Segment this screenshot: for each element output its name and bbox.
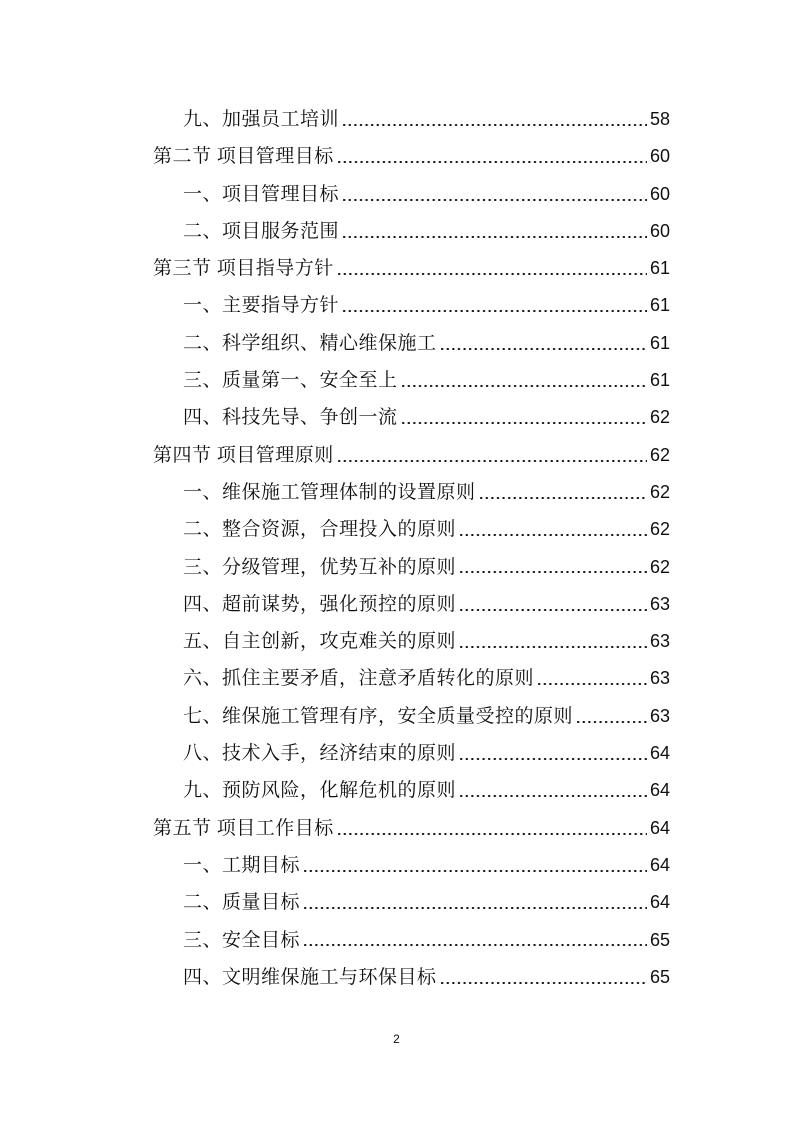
dot-leader	[460, 623, 647, 660]
dot-leader	[343, 287, 647, 324]
toc-entry[interactable]	[153, 884, 670, 921]
dot-leader	[402, 362, 647, 399]
dot-leader	[338, 437, 647, 474]
dot-leader	[338, 138, 647, 175]
toc-entry-page-number: 60	[649, 146, 670, 167]
page-number: 2	[393, 1032, 400, 1046]
dot-leader	[304, 847, 647, 884]
toc-entry-page-number: 62	[649, 444, 670, 465]
toc-entry[interactable]	[153, 623, 670, 660]
toc-entry-label: 一、工期目标	[183, 854, 301, 876]
dot-leader	[343, 101, 647, 138]
toc-entry[interactable]	[153, 362, 670, 399]
toc-entry[interactable]	[153, 847, 670, 884]
dot-leader	[343, 213, 647, 250]
dot-leader	[441, 325, 647, 362]
toc-entry-label: 二、质量目标	[183, 892, 301, 914]
toc-entry[interactable]	[153, 549, 670, 586]
toc-entry-page-number: 64	[649, 743, 670, 764]
toc-entry[interactable]	[153, 922, 670, 959]
toc-entry-page-number: 63	[649, 705, 670, 726]
toc-entry[interactable]	[153, 735, 670, 772]
toc-entry-label: 九、加强员工培训	[183, 109, 340, 130]
toc-entry[interactable]	[153, 399, 670, 436]
toc-entry-label: 二、项目服务范围	[183, 220, 340, 242]
dot-leader	[577, 698, 647, 735]
toc-entry-label: 第五节 项目工作目标	[153, 817, 334, 839]
toc-entry-page-number: 60	[649, 183, 670, 204]
toc-entry-page-number: 63	[649, 593, 670, 614]
dot-leader	[338, 250, 647, 287]
toc-entry-page-number: 60	[649, 220, 670, 241]
dot-leader	[304, 922, 647, 959]
toc-entry-label: 二、科学组织、精心维保施工	[183, 332, 437, 354]
toc-entry-label: 一、主要指导方针	[183, 295, 340, 317]
toc-entry[interactable]	[153, 325, 670, 362]
toc-entry[interactable]	[153, 586, 670, 623]
toc-entry-label: 一、维保施工管理体制的设置原则	[183, 481, 476, 503]
toc-entry-page-number: 65	[649, 929, 670, 950]
dot-leader	[460, 735, 647, 772]
toc-entry-page-number: 63	[649, 631, 670, 652]
dot-leader	[343, 176, 647, 213]
toc-entry[interactable]	[153, 511, 670, 548]
toc-entry-page-number: 62	[649, 407, 670, 428]
toc-entry-label: 五、自主创新，攻克难关的原则	[183, 631, 457, 653]
toc-entry-label: 第二节 项目管理目标	[153, 146, 334, 168]
toc-entry-label: 第四节 项目管理原则	[153, 444, 334, 466]
toc-entry-page-number: 61	[649, 295, 670, 316]
dot-leader	[460, 549, 647, 586]
toc-entry-page-number: 61	[649, 258, 670, 279]
toc-entry-label: 四、文明维保施工与环保目标	[183, 966, 437, 988]
dot-leader	[460, 772, 647, 809]
toc-entry-label: 一、项目管理目标	[183, 183, 340, 205]
toc-entry-page-number: 61	[649, 332, 670, 353]
toc-entry-page-number: 62	[649, 519, 670, 540]
toc-entry[interactable]	[153, 698, 670, 735]
toc-entry-page-number: 64	[649, 892, 670, 913]
toc-entry[interactable]	[153, 213, 670, 250]
toc-entry[interactable]	[153, 138, 670, 175]
toc-entry[interactable]	[153, 437, 670, 474]
toc-entry-label: 三、安全目标	[183, 929, 301, 951]
page-footer	[0, 1032, 793, 1046]
dot-leader	[304, 884, 647, 921]
toc-entry-page-number: 64	[649, 817, 670, 838]
toc-entry-label: 八、技术入手，经济结束的原则	[183, 743, 457, 765]
toc-entry-page-number: 64	[649, 854, 670, 875]
toc-entry[interactable]	[153, 772, 670, 809]
dot-leader	[441, 959, 647, 996]
toc-entry[interactable]	[153, 660, 670, 697]
toc-entry-label: 第三节 项目指导方针	[153, 258, 334, 280]
toc-entry-label: 七、维保施工管理有序，安全质量受控的原则	[183, 705, 574, 727]
toc-entry[interactable]	[153, 176, 670, 213]
toc-entry-label: 六、抓住主要矛盾，注意矛盾转化的原则	[183, 668, 535, 690]
toc-entry-page-number: 65	[649, 966, 670, 987]
toc-entry-label: 九、预防风险，化解危机的原则	[183, 780, 457, 802]
toc-entry-page-number: 64	[649, 780, 670, 801]
dot-leader	[480, 474, 647, 511]
dot-leader	[338, 810, 647, 847]
dot-leader	[460, 586, 647, 623]
dot-leader	[402, 399, 647, 436]
toc-entry-page-number: 61	[649, 370, 670, 391]
toc-entry[interactable]	[153, 250, 670, 287]
toc-entry-label: 二、整合资源，合理投入的原则	[183, 519, 457, 541]
toc-entry-label: 三、质量第一、安全至上	[183, 370, 398, 392]
dot-leader	[460, 511, 647, 548]
toc-entry[interactable]	[153, 959, 670, 996]
toc-entry-label: 四、科技先导、争创一流	[183, 407, 398, 429]
toc-entry-page-number: 62	[649, 481, 670, 502]
toc-entry-label: 三、分级管理，优势互补的原则	[183, 556, 457, 578]
toc-entry[interactable]	[153, 810, 670, 847]
toc-entry[interactable]	[153, 474, 670, 511]
toc-entry-page-number: 58	[649, 109, 670, 129]
dot-leader	[538, 660, 647, 697]
toc-list	[153, 101, 670, 996]
toc-entry-page-number: 62	[649, 556, 670, 577]
toc-entry-page-number: 63	[649, 668, 670, 689]
toc-entry[interactable]	[153, 101, 670, 138]
toc-entry[interactable]	[153, 287, 670, 324]
toc-entry-label: 四、超前谋势，强化预控的原则	[183, 593, 457, 615]
